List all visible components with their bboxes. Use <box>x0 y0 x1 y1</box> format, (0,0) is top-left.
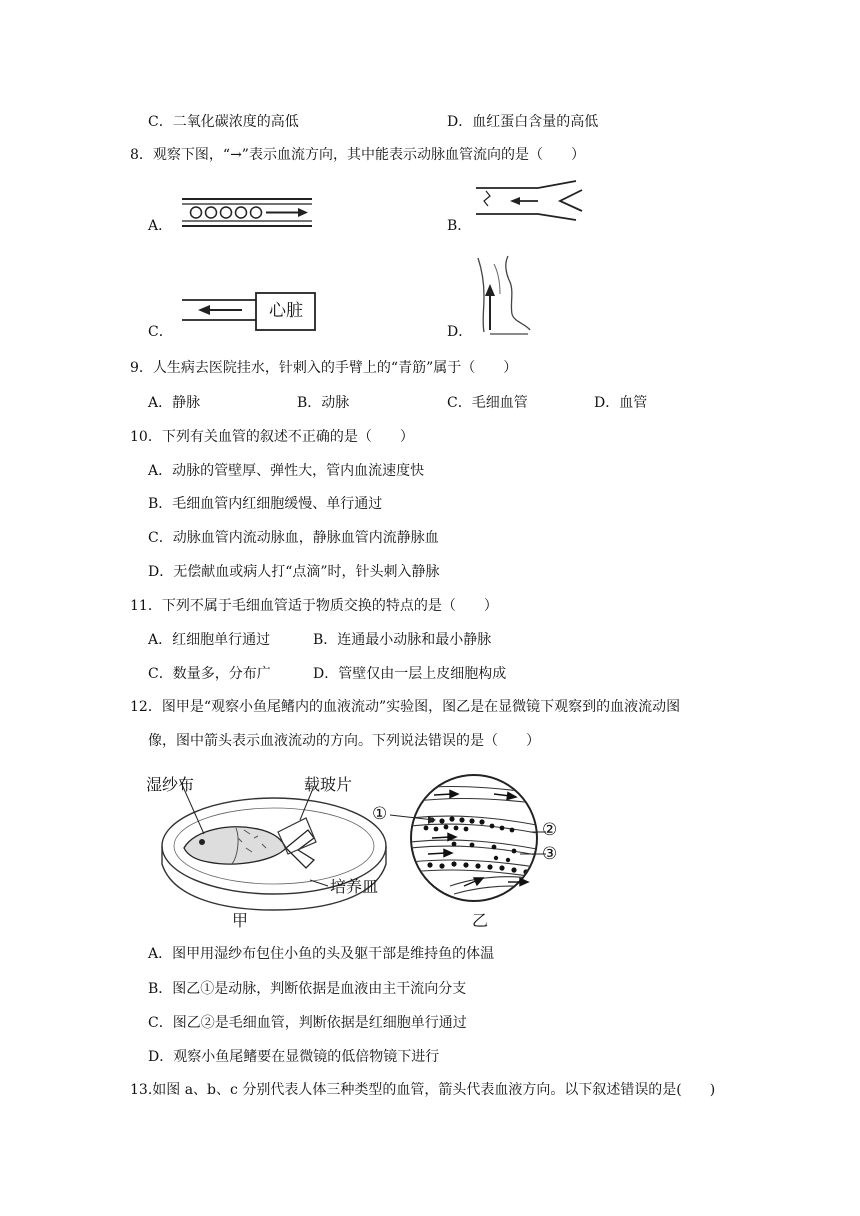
q12-option-c: C．图乙②是毛细血管，判断依据是红细胞单行通过 <box>148 1015 467 1031</box>
q8-option-b-label: B． <box>447 218 472 234</box>
q10-option-b: B．毛细血管内红细胞缓慢、单行通过 <box>148 496 383 512</box>
q8-option-c-label: C． <box>148 324 173 340</box>
figure-yi-caption: 乙 <box>472 911 489 930</box>
q12-option-a: A．图甲用湿纱布包住小鱼的头及躯干部是维持鱼的体温 <box>148 946 495 962</box>
figure-jia-caption: 甲 <box>232 911 249 930</box>
vessel-3-marker: ③ <box>542 844 558 864</box>
q9-option-c: C．毛细血管 <box>447 395 528 411</box>
q8-option-a-label: A． <box>148 218 173 234</box>
q12-option-d: D．观察小鱼尾鳍要在显微镜的低倍物镜下进行 <box>148 1049 440 1065</box>
q12-option-b: B．图乙①是动脉，判断依据是血液由主干流向分支 <box>148 981 467 997</box>
q8-figure-c-heart <box>180 292 318 332</box>
q12-stem-line2: 像，图中箭头表示血液流动的方向。下列说法错误的是（ ） <box>148 733 540 749</box>
q12-stem-line1: 12．图甲是“观察小鱼尾鳍内的血液流动”实验图，图乙是在显微镜下观察到的血液流动图 <box>130 699 681 715</box>
q10-option-c: C．动脉血管内流动脉血，静脉血管内流静脉血 <box>148 530 439 546</box>
q11-option-b: B．连通最小动脉和最小静脉 <box>313 632 492 648</box>
q8-figure-d-leg <box>470 252 536 336</box>
q7-option-d: D．血红蛋白含量的高低 <box>447 114 599 130</box>
q11-option-d: D．管壁仅由一层上皮细胞构成 <box>313 666 507 682</box>
q11-stem: 11．下列不属于毛细血管适于物质交换的特点的是（ ） <box>130 598 498 614</box>
wet-gauze-label: 湿纱布 <box>146 775 195 794</box>
q10-stem: 10．下列有关血管的叙述不正确的是（ ） <box>130 429 414 445</box>
q8-option-d-label: D． <box>447 324 473 340</box>
q8-stem: 8．观察下图，“→”表示血流方向，其中能表示动脉血管流向的是（ ） <box>130 147 585 163</box>
q10-option-d: D．无偿献血或病人打“点滴”时，针头刺入静脉 <box>148 564 440 580</box>
q13-stem: 13.如图 a、b、c 分别代表人体三种类型的血管，箭头代表血液方向。以下叙述错误的是( ) <box>130 1082 716 1098</box>
q12-figure-jia <box>146 768 390 930</box>
q9-option-d: D．血管 <box>594 395 648 411</box>
q10-option-a: A．动脉的管壁厚、弹性大，管内血流速度快 <box>148 463 425 479</box>
dish-label: 培养皿 <box>330 877 379 896</box>
q9-option-b: B．动脉 <box>297 395 350 411</box>
vessel-2-marker: ② <box>542 820 558 840</box>
q11-option-c: C．数量多，分布广 <box>148 666 271 682</box>
q8-figure-b-vessel <box>472 178 584 222</box>
q8-figure-a-vessel <box>180 196 314 230</box>
vessel-1-marker: ① <box>372 804 388 824</box>
slide-label: 载玻片 <box>304 775 353 794</box>
q7-option-c: C．二氧化碳浓度的高低 <box>148 114 299 130</box>
q11-option-a: A．红细胞单行通过 <box>148 632 271 648</box>
q8-heart-label: 心脏 <box>269 301 303 321</box>
q12-figure-yi <box>370 768 580 930</box>
q9-stem: 9．人生病去医院挂水，针刺入的手臂上的“青筋”属于（ ） <box>130 360 518 376</box>
q9-option-a: A．静脉 <box>148 395 201 411</box>
